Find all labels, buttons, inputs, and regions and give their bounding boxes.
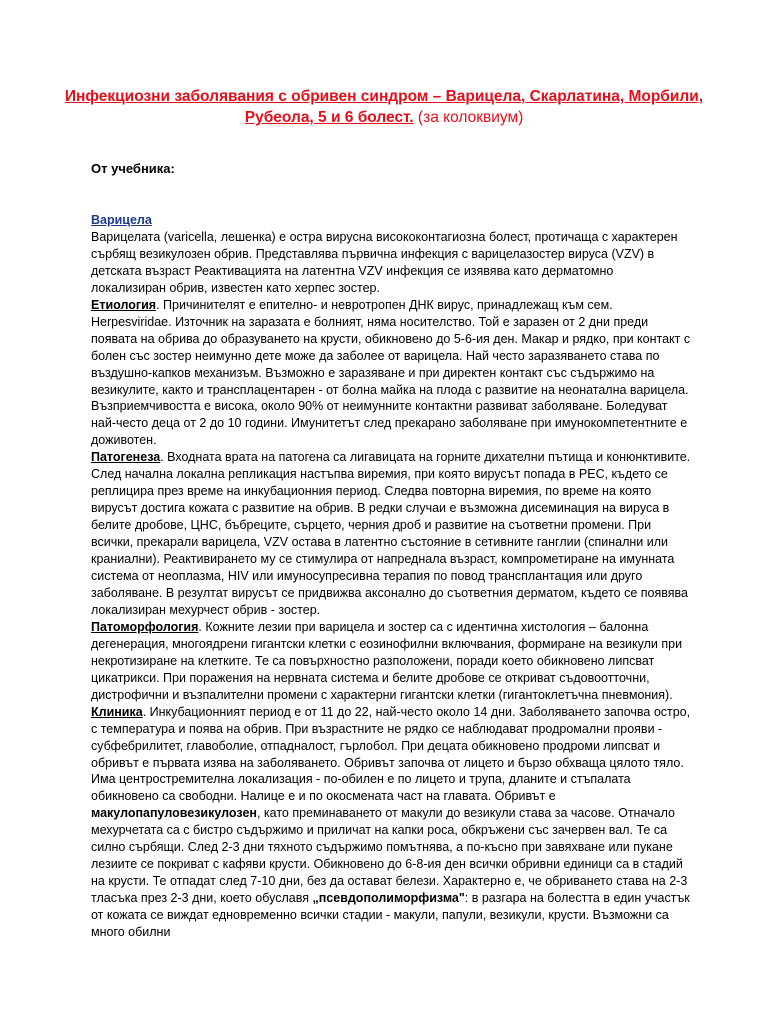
clinic-term: Клиника	[91, 704, 143, 719]
pathomorphology-paragraph	[91, 619, 691, 704]
document-title-note: (за колоквиум)	[417, 109, 524, 126]
pathomorphology-term: Патоморфология	[91, 619, 199, 634]
clinic-text-2: , като преминаването от макули до везикули става за часове. Отначало мехурчетата са с бистро съдържимо и приличат на капки роса, обкръжени със зачервен вал. Те са силно сърбящи. След 2-3 дни тяхното съдържимо помътнява, а по-късно при завяхване или пукане лезиите се покриват с кафяви крусти. Обикновено до 6-8-ия ден всички обривни единици са в стадий на крусти. Те отпадат след 7-10 дни, без да остават белези. Характерно е, че обриването става на 2-3 тласъка през 2-3 дни, което обуславя	[91, 806, 688, 906]
document-title-main: Инфекциозни заболявания с обривен синдром – Варицела, Скарлатина, Морбили, Рубеола, 5 и 6 болест.	[64, 88, 704, 126]
etiology-paragraph	[91, 297, 691, 450]
source-label: От учебника:	[91, 161, 175, 176]
document-title	[60, 86, 708, 128]
clinic-text-1: . Инкубационният период е от 11 до 22, най-често около 14 дни. Заболяването започва остро, с температура и поява на обрив. При възрастните не рядко се наблюдават продромални прояви - субфебрилитет, главоболие, отпадналост, гърлобол. При децата обикновено продроми липсват и обривът е първата изява на заболяването. Обривът започва от лицето и бързо обхваща цялото тяло. Има центростремителна локализация - по-обилен е по лицето и трупа, дланите и стъпалата обикновено са свободни. Налице е и по окосмената част на главата. Обривът е	[91, 704, 691, 804]
pathogenesis-text: . Входната врата на патогена са лигавицата на горните дихателни пътища и конюнктивите. След начална локална репликация настъпва виремия, при която вирусът попада в РЕС, където се реплицира през време на инкубационния период. Следва повторна виремия, по време на която вирусът достига кожата с развитие на обрив. В редки случаи е възможна дисеминация на вируса в белите дробове, ЦНС, бъбреците, сърцето, черния дроб и развитие на съответни промени. При всички, прекарали варицела, VZV остава в латентно състояние в сетивните ганглии (спинални или краниални). Реактивирането му се стимулира от напреднала възраст, компрометиране на имунната система от неоплазма, HIV или имуносупресивна терапия по повод трансплантация или друго заболяване. В резултат вирусът се придвижва аксонално до съответния дерматом, където се появява локализиран мехурчест обрив - зостер.	[91, 450, 691, 617]
etiology-text: . Причинителят е епително- и невротропен ДНК вирус, принадлежащ към сем. Herpesviridae. Източник на заразата е болният, няма носителство. Той е заразен от 2 дни преди появата на обрива до образуването на крусти, обикновено до 5-6-ия ден. Макар и рядко, при контакт с болен със зостер неимунно дете може да заболее от варицела. Най често заразяването става по въздушно-капков механизъм. Възможно е заразяване и при директен контакт със съдържимо на везикулите, както и трансплацентарен - от болна майка на плода с развитие на неонатална варицела. Възприемчивостта е висока, около 90% от неимунните контактни развиват заболяване. Боледуват най-често деца от 2 до 10 години. Имунитетът след прекарано заболяване при имунокомпетентните е доживотен.	[91, 297, 691, 448]
pathogenesis-term: Патогенеза	[91, 450, 161, 465]
etiology-term: Етиология	[91, 297, 157, 312]
section-varicella	[91, 212, 691, 941]
clinic-paragraph	[91, 704, 691, 941]
pathomorphology-text: . Кожните лезии при варицела и зостер са с идентична хистология – балонна дегенерация, многоядрени гигантски клетки с еозинофилни включвания, формиране на везикули при некротизиране на клетките. Те са повърхностно разположени, поради което обикновено липсват цикатрикси. При поражения на нервната система и белите дробове се откриват съдовоотточни, дистрофични и възпалителни промени с характерни гигантски клетки (гигантоклетъчна пневмония).	[91, 619, 683, 702]
pathogenesis-paragraph	[91, 449, 691, 619]
clinic-bold-2: „псевдополиморфизма"	[312, 891, 465, 906]
intro-paragraph: Варицелата (varicella, лешенка) е остра вирусна висококонтагиозна болест, протичаща с характерен сърбящ везикулозен обрив. Представлява първична инфекция с варицелазостер вируса (VZV) в детската възраст Реактивацията на латентна VZV инфекция се изявява като дерматомно локализиран обрив, известен като херпес зостер.	[91, 229, 678, 295]
clinic-text-3: : в разгара на болестта в един участък от кожата се виждат едновременно всички стадии - макули, папули, везикули, крусти. Възможни са много обилни	[91, 891, 690, 940]
section-heading: Варицела	[91, 213, 152, 227]
clinic-bold-1: макулопапуловезикулозен	[91, 806, 257, 821]
